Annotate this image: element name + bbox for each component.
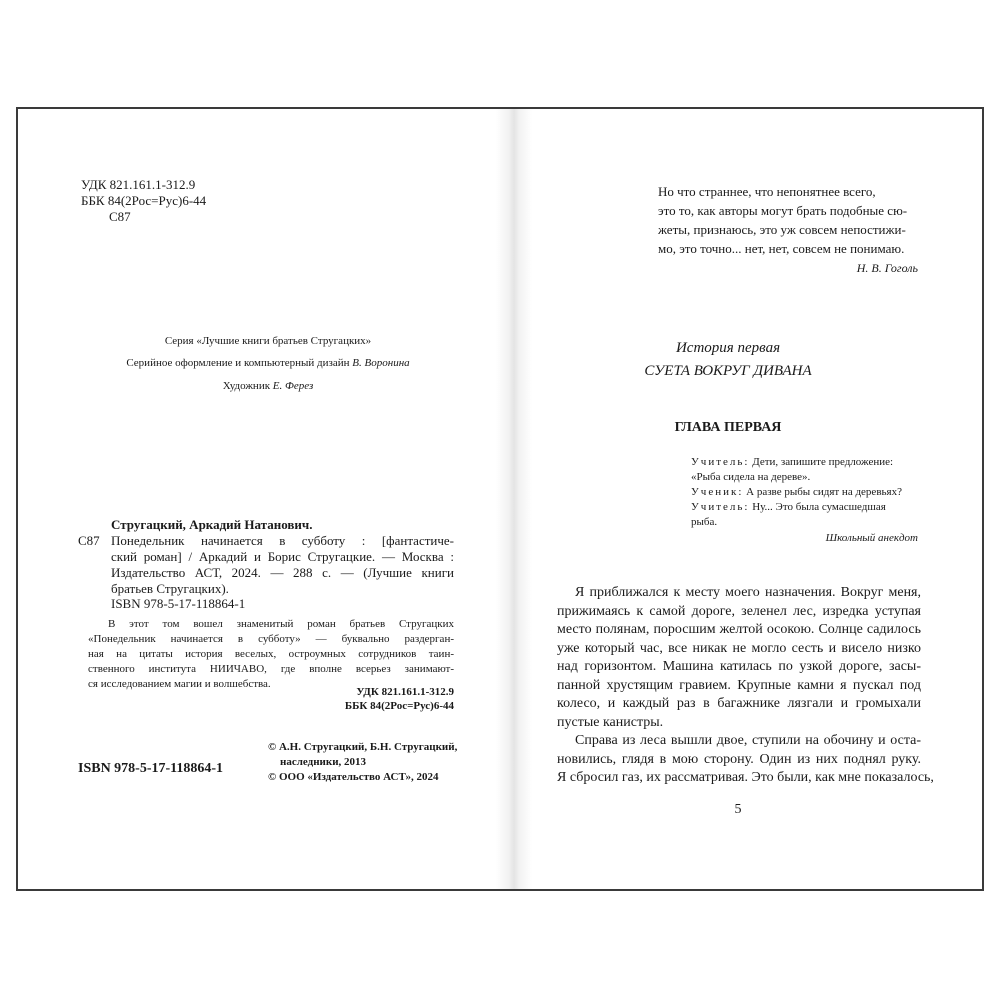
dialogue-line: рыба. (691, 516, 718, 528)
biblio-line: Понедельник начинается в субботу : [фантастиче- (111, 533, 454, 548)
annotation-line: В этот том вошел знаменитый роман братьев Стругацких (108, 618, 454, 630)
annotation-line: ственного института НИИЧАВО, где вполне всерьез занимают- (88, 663, 454, 675)
dialogue-line: «Рыба сидела на дереве». (691, 471, 811, 483)
annotation-line: «Понедельник начинается в субботу» — буквально раздерган- (88, 633, 454, 645)
body-line: новились, глядя в мою сторону. Один из них поднял руку. (557, 751, 921, 767)
author-heading: Стругацкий, Аркадий Натанович. (111, 517, 313, 532)
series-line: Серия «Лучшие книги братьев Стругацких» (164, 335, 372, 347)
epigraph-line: мо, это точно... нет, нет, совсем не понимаю. (658, 241, 905, 256)
body-line: Я сбросил газ, их рассматривая. Это были, как мне показалось, (557, 770, 934, 785)
author-mark: С87 (109, 209, 131, 224)
copyright-line: © ООО «Издательство АСТ», 2024 (268, 771, 439, 783)
book-gutter (496, 109, 532, 889)
epigraph-author: Н. В. Гоголь (856, 261, 918, 275)
design-label: Серийное оформление и компьютерный дизайн (126, 357, 350, 369)
chapter-title: ГЛАВА ПЕРВАЯ (674, 420, 782, 435)
bbk-code: ББК 84(2Рос=Рус)6-44 (81, 193, 207, 208)
body-line: Я приближался к месту моего назначения. Вокруг меня, (575, 585, 921, 600)
biblio-line: ский роман] / Аркадий и Борис Стругацкие. — Москва : (111, 549, 454, 564)
isbn-biblio: ISBN 978-5-17-118864-1 (111, 596, 246, 611)
book-spread (16, 107, 984, 891)
copyright-line: © А.Н. Стругацкий, Б.Н. Стругацкий, (268, 741, 458, 753)
epigraph-line: жеты, признаюсь, это уж совсем непостижи- (658, 222, 906, 237)
artist-credit (78, 379, 458, 394)
epigraph-line: Но что страннее, что непонятнее всего, (658, 184, 876, 199)
body-line: место полянам, поросшим желтой осокою. Солнце садилось (557, 622, 921, 637)
body-line: Справа из леса вышли двое, ступили на обочину и оста- (575, 733, 921, 748)
bbk-small: ББК 84(2Рос=Рус)6-44 (344, 700, 454, 712)
epigraph-line: это то, как авторы могут брать подобные сю- (658, 203, 908, 218)
artist-name: Е. Ферез (272, 380, 314, 392)
isbn-main: ISBN 978-5-17-118864-1 (78, 761, 224, 776)
biblio-mark: С87 (78, 533, 100, 548)
dialogue-line: Ученик: А разве рыбы сидят на деревьях? (691, 486, 902, 498)
annotation-line: ся исследованием магии и волшебства. (88, 678, 271, 690)
page-number: 5 (734, 802, 742, 817)
dialogue-source: Школьный анекдот (825, 532, 918, 544)
body-line: пустые канистры. (557, 714, 664, 730)
biblio-line: братьев Стругацких). (111, 581, 229, 596)
annotation (88, 617, 454, 692)
copyright-block (268, 740, 458, 785)
design-name: В. Воронина (352, 357, 410, 369)
artist-label: Художник (222, 380, 271, 392)
biblio-line: Издательство АСТ, 2024. — 288 с. — (Лучшие книги (111, 565, 454, 580)
dialogue-line: Учитель: Ну... Это была сумасшедшая (691, 501, 886, 513)
dialogue-block (691, 455, 923, 530)
body-line: колесо, и каждый раз в багажнике лязгали и громыхали (557, 696, 921, 711)
copyright-line: наследники, 2013 (280, 756, 367, 768)
body-line: над горизонтом. Машина катилась по узкой дороге, засы- (557, 659, 921, 674)
body-paragraph-1 (557, 584, 921, 732)
udk-code: УДК 821.161.1-312.9 (81, 177, 196, 192)
dialogue-line: Учитель: Дети, запишите предложение: (691, 456, 894, 468)
epigraph (658, 182, 920, 258)
design-credit (78, 356, 458, 371)
body-line: панной хрустящим гравием. Крупные камни я пускал под (557, 677, 921, 693)
story-title: СУЕТА ВОКРУГ ДИВАНА (644, 363, 812, 379)
annotation-line: ная на цитаты история веселых, остроумных сотрудников таин- (88, 648, 454, 660)
body-line: прижимаясь к самой дороге, зеленел лес, изредка уступая (557, 603, 921, 619)
story-label: История первая (675, 340, 781, 356)
udk-small: УДК 821.161.1-312.9 (356, 686, 454, 698)
biblio-block (111, 533, 454, 597)
body-paragraph-2 (557, 732, 934, 788)
body-line: уже который час, все никак не могло сесть и висело низко (557, 640, 921, 656)
